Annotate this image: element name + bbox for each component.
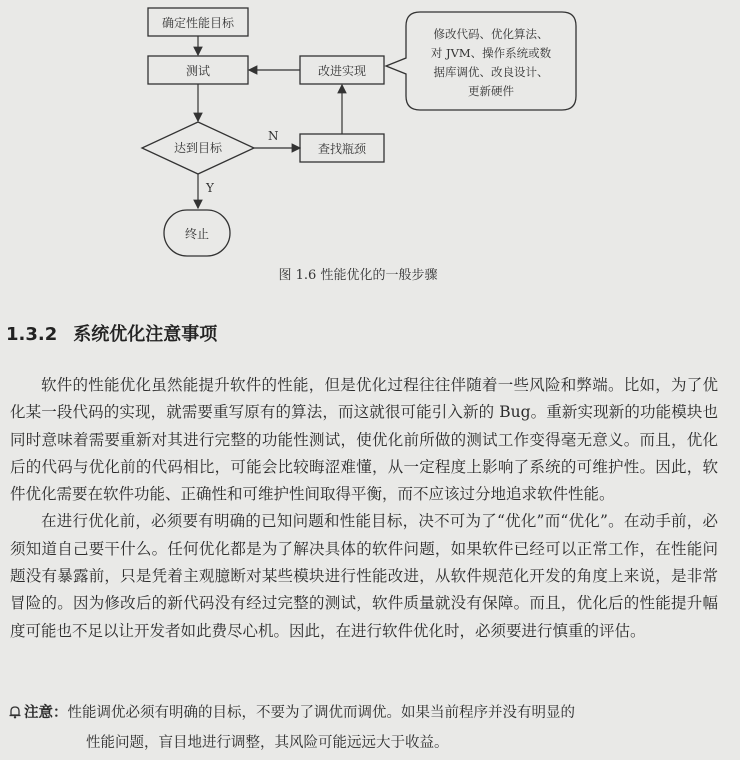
body-text: [10, 372, 718, 645]
flow-start-label: 确定性能目标: [161, 16, 235, 30]
flowchart: [0, 0, 740, 300]
figure-caption: 图 1.6 性能优化的一般步骤: [278, 268, 438, 283]
section-title: 系统优化注意事项: [73, 324, 218, 345]
flow-decision-label: 达到目标: [173, 141, 223, 155]
note-block: [8, 698, 720, 758]
flow-test-label: 测试: [185, 64, 211, 78]
note-label: 注意：: [24, 705, 68, 721]
flow-no-label: N: [268, 129, 279, 143]
flow-callout-line-4: 更新硬件: [468, 84, 514, 98]
section-heading: [6, 320, 217, 346]
flow-callout-line-1: 修改代码、优化算法、: [433, 27, 549, 41]
note-line-1: 性能调优必须有明确的目标，不要为了调优而调优。如果当前程序并没有明显的: [67, 705, 575, 721]
bell-icon: [8, 705, 22, 719]
paragraph: 软件的性能优化虽然能提升软件的性能，但是优化过程往往伴随着一些风险和弊端。比如，为了优化某一段代码的实现，就需要重写原有的算法，而这就很可能引入新的 Bug。重新实现新的功能模块也同时意味着需要重新对其进行完整的功能性测试，使优化前所做的测试工作变得毫无意义。而且，优化后的代码与优化前的代码相比，可能会比较晦涩难懂，从一定程度上影响了系统的可维护性。因此，软件优化需要在软件功能、正确性和可维护性间取得平衡，而不应该过分地追求软件性能。: [10, 376, 718, 504]
flow-yes-label: Y: [206, 181, 214, 195]
paragraph: 在进行优化前，必须要有明确的已知问题和性能目标，决不可为了“优化”而“优化”。在动手前，必须知道自己要干什么。任何优化都是为了解决具体的软件问题，如果软件已经可以正常工作，在性能问题没有暴露前，只是凭着主观臆断对某些模块进行性能改进，从软件规范化开发的角度上来说，是非常冒险的。因为修改后的新代码没有经过完整的测试，软件质量就没有保障。而且，优化后的性能提升幅度可能也不足以让开发者如此费尽心机。因此，在进行软件优化时，必须要进行慎重的评估。: [10, 512, 718, 640]
flow-callout-line-2: 对 JVM、操作系统或数: [430, 46, 552, 60]
section-number: 1.3.2: [6, 324, 58, 345]
flow-end-label: 终止: [184, 227, 210, 241]
note-line-2: 性能问题，盲目地进行调整，其风险可能远远大于收益。: [86, 735, 449, 751]
flow-find-label: 查找瓶颈: [317, 142, 367, 156]
flow-improve-label: 改进实现: [317, 64, 367, 78]
flow-callout-line-3: 据库调优、改良设计、: [433, 65, 549, 79]
